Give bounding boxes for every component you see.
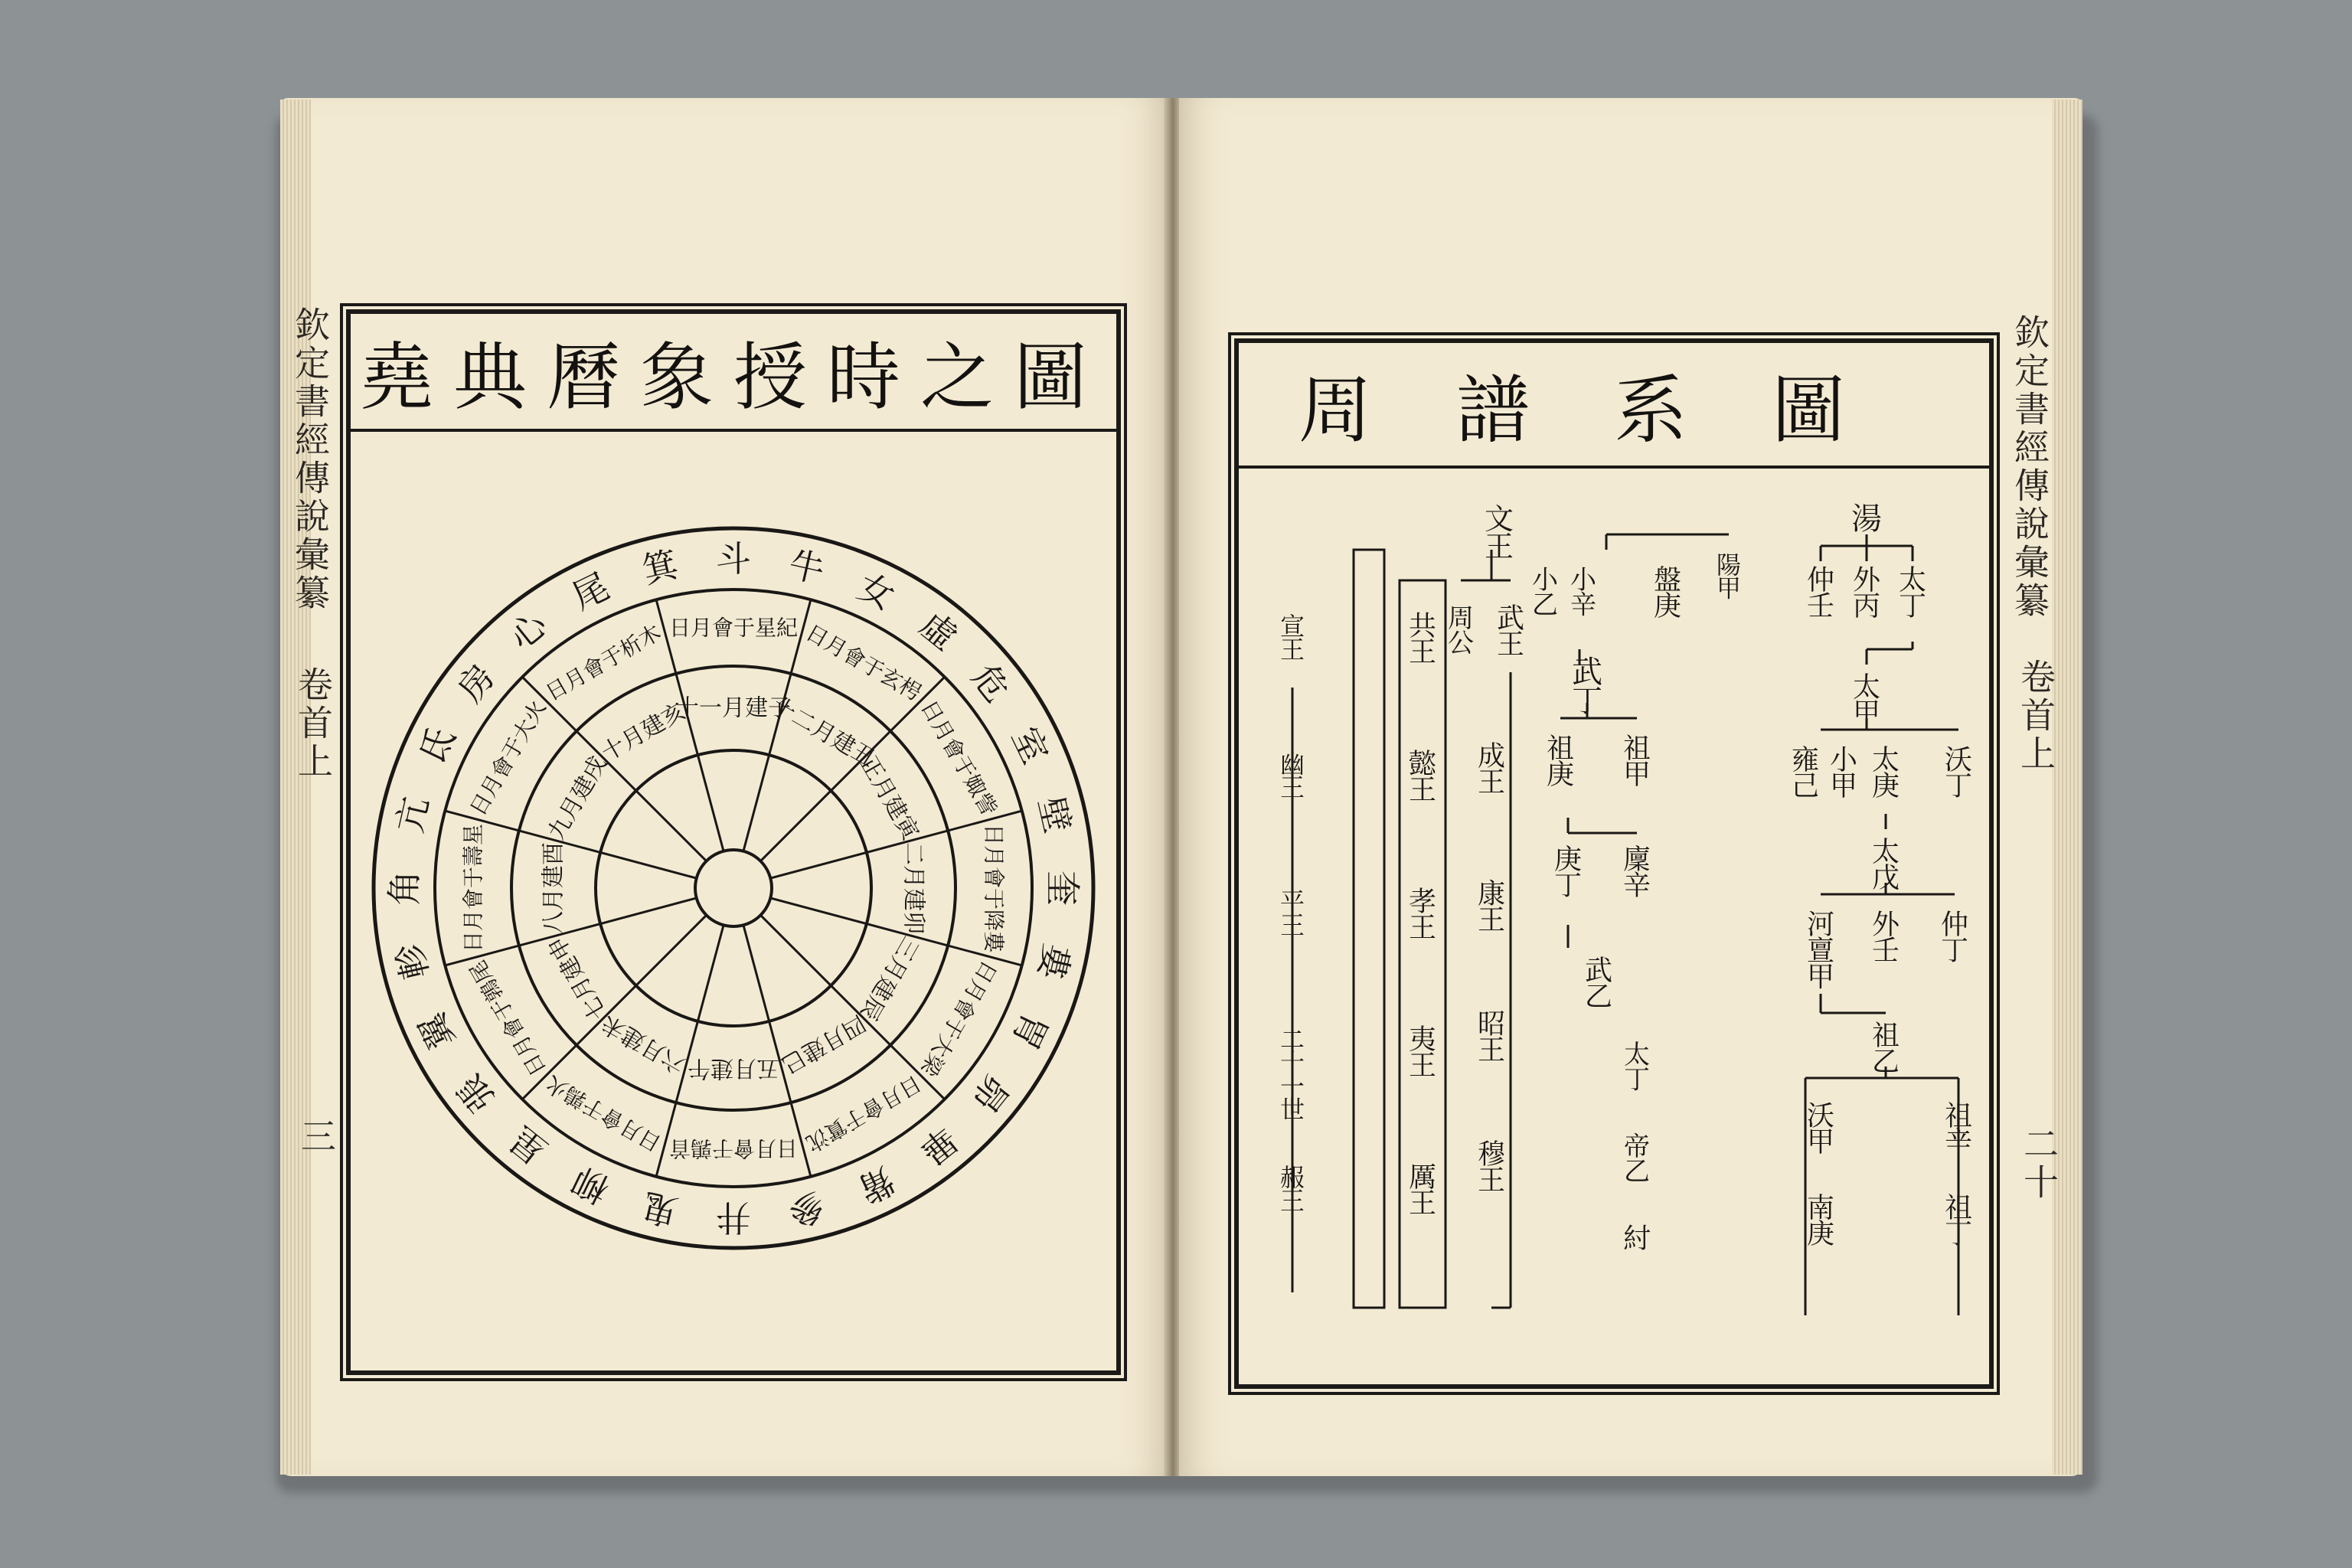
- wheel-conjunction: 日月會于玄枵: [801, 619, 926, 706]
- node-zhou-late: 王: [1279, 635, 1305, 665]
- wheel-star-mansion: 室: [1004, 720, 1057, 770]
- node-zhou-mid: 夷: [1408, 1024, 1437, 1056]
- wheel-star-mansion: 斗: [716, 538, 751, 580]
- wheel-month: 八月建酉: [540, 842, 567, 934]
- wheel-conjunction: 日月會于娵訾: [916, 695, 1002, 821]
- wheel-star-mansion: 觜: [851, 1158, 902, 1211]
- right-margin-title: 欽定書經傳說彙纂: [2009, 314, 2050, 620]
- node-lin-xin: 辛: [1622, 870, 1651, 902]
- node-xiao-yi: 乙: [1532, 590, 1558, 621]
- wheel-star-mansion: 牛: [785, 543, 829, 592]
- node-zhong-ren: 壬: [1806, 590, 1835, 622]
- node-zhao-wang: 王: [1477, 1034, 1506, 1067]
- node-xiao-jia: 小: [1829, 744, 1858, 776]
- node-zhou-late: 王: [1279, 1186, 1305, 1216]
- node-xiao-yi: 小: [1532, 565, 1558, 596]
- node-zhou-mid: 王: [1408, 1187, 1437, 1220]
- node-wu-wang: 王: [1496, 629, 1525, 661]
- node-yang-jia: 陽: [1716, 550, 1742, 580]
- node-zhong-ding: 丁: [1940, 935, 1969, 967]
- node-tai-ding: 丁: [1898, 590, 1927, 622]
- wheel-star-mansion: 危: [963, 656, 1018, 710]
- node-zu-jia: 祖: [1622, 733, 1651, 765]
- node-yang-jia: 甲: [1716, 573, 1742, 603]
- left-page-number: 三: [296, 1118, 337, 1156]
- node-he-dan-jia: 甲: [1806, 961, 1835, 993]
- wheel-star-mansion: 壁: [1030, 792, 1079, 837]
- wheel-conjunction: 日月會于星紀: [668, 615, 799, 641]
- wheel-conjunction: 日月會于鶉火: [541, 1070, 666, 1157]
- node-zhou-king: 紂: [1622, 1223, 1651, 1255]
- node-kang-wang: 王: [1477, 904, 1506, 936]
- node-zhou-late: 幽: [1279, 750, 1305, 779]
- node-zhou-late: 二: [1279, 1025, 1305, 1054]
- node-xiao-xin: 辛: [1570, 590, 1596, 621]
- node-zhou-late: 赧: [1279, 1163, 1305, 1192]
- node-zhou-mid: 王: [1408, 774, 1437, 806]
- wheel-month: 九月建戌: [543, 751, 612, 845]
- node-tai-geng: 庚: [1871, 770, 1900, 802]
- node-zhou-late: 十: [1279, 1048, 1305, 1078]
- wheel-star-mansion: 箕: [638, 543, 682, 592]
- node-zhou-late: 宣: [1279, 612, 1305, 641]
- node-wo-ding: 沃: [1944, 744, 1973, 776]
- left-margin-title: 欽定書經傳說彙纂: [289, 306, 331, 612]
- node-nan-geng: 南: [1806, 1192, 1835, 1224]
- node-zhou-gong: 公: [1448, 628, 1474, 659]
- node-zhou-late: 王: [1279, 910, 1305, 940]
- node-xiao-xin: 小: [1570, 565, 1596, 596]
- node-yong-ji: 雍: [1791, 744, 1820, 776]
- wheel-month: 十二月建丑: [766, 691, 880, 773]
- node-zu-ding: 祖: [1944, 1192, 1973, 1224]
- node-tai-ding-2: 丁: [1624, 1064, 1650, 1096]
- node-geng-ding: 丁: [1553, 870, 1583, 902]
- node-kang-wang: 康: [1477, 878, 1506, 910]
- node-cheng-wang: 王: [1477, 766, 1506, 799]
- wheel-month: 三月建辰: [854, 931, 924, 1025]
- node-zhou-mid: 孝: [1408, 886, 1437, 918]
- wheel-star-mansion: 房: [449, 656, 504, 710]
- wheel-star-mansion: 虛: [912, 603, 965, 658]
- wheel-star-mansion: 鬼: [638, 1184, 682, 1233]
- node-zhong-ding: 仲: [1940, 909, 1969, 941]
- wheel-conjunction: 日月會于大梁: [916, 956, 1002, 1081]
- node-wai-ren: 外: [1871, 909, 1900, 941]
- wheel-month: 四月建巳: [776, 1009, 871, 1079]
- tree-box: [1354, 550, 1384, 1308]
- node-zhou-mid: 王: [1408, 636, 1437, 668]
- wheel-month: 七月建申: [543, 931, 612, 1025]
- node-tai-ding-2: 太: [1624, 1040, 1650, 1070]
- wheel-conjunction: 日月會于實沈: [801, 1070, 926, 1157]
- wheel-conjunction: 日月會于鶉首: [668, 1135, 799, 1161]
- node-zu-ding: 丁: [1944, 1218, 1973, 1250]
- node-zhao-wang: 昭: [1477, 1008, 1506, 1040]
- genealogy-chart: [1239, 466, 1989, 1377]
- node-wen-wang: 文: [1484, 502, 1514, 536]
- wheel-month: 十月建亥: [596, 697, 691, 767]
- node-wu-ding: 丁: [1572, 684, 1602, 719]
- wheel-star-mansion: 星: [501, 1118, 555, 1173]
- node-mu-wang: 穆: [1477, 1138, 1506, 1171]
- wheel-month: 正月建寅: [854, 751, 924, 845]
- wheel-star-mansion: 參: [785, 1184, 829, 1233]
- node-wu-ding: 武: [1572, 655, 1602, 690]
- node-geng-ding: 庚: [1553, 844, 1583, 876]
- wheel-conjunction: 日月會于降婁: [981, 823, 1007, 953]
- node-zu-yi: 乙: [1871, 1046, 1900, 1078]
- wheel-conjunction: 日月會于大火: [465, 695, 551, 821]
- wheel-star-mansion: 女: [851, 565, 902, 618]
- wheel-star-mansion: 氐: [410, 720, 463, 770]
- wheel-star-mansion: 婁: [1030, 939, 1079, 984]
- node-zu-yi: 祖: [1871, 1020, 1900, 1052]
- wheel-star-mansion: 井: [716, 1197, 751, 1238]
- wheel-month: 六月建未: [596, 1009, 691, 1079]
- left-title-bar: [351, 314, 1116, 432]
- node-zhou-mid: 厲: [1408, 1161, 1437, 1194]
- node-zhou-late: 世: [1279, 1095, 1305, 1125]
- right-page-number: 二十: [2018, 1125, 2060, 1202]
- wheel-star-mansion: 軫: [388, 939, 437, 984]
- node-wu-yi: 乙: [1584, 981, 1613, 1013]
- node-wai-ren: 壬: [1871, 935, 1900, 967]
- node-pan-geng: 盤: [1653, 564, 1682, 596]
- node-wen-wang: 王: [1484, 530, 1514, 564]
- right-title: 周譜系圖: [1298, 367, 1929, 453]
- node-wu-wang: 武: [1496, 603, 1525, 635]
- node-zu-xin: 辛: [1944, 1126, 1973, 1158]
- node-zu-xin: 祖: [1944, 1100, 1973, 1132]
- node-wo-jia: 甲: [1806, 1126, 1835, 1158]
- node-lin-xin: 廩: [1622, 844, 1651, 876]
- node-mu-wang: 王: [1477, 1165, 1506, 1197]
- wheel-star-mansion: 昴: [963, 1067, 1018, 1120]
- node-zhou-mid: 懿: [1408, 748, 1437, 780]
- node-wo-ding: 丁: [1944, 770, 1973, 802]
- node-zu-jia: 甲: [1622, 759, 1651, 791]
- node-cheng-wang: 成: [1477, 740, 1506, 773]
- node-wu-yi: 武: [1584, 955, 1613, 987]
- node-tai-geng: 太: [1871, 744, 1900, 776]
- right-margin-sub: 卷首上: [2015, 658, 2056, 773]
- node-tai-ding: 太: [1898, 564, 1927, 596]
- node-tang: 湯: [1851, 501, 1882, 537]
- node-he-dan-jia: 亶: [1806, 935, 1835, 967]
- wheel-conjunction: 日月會于鶉尾: [465, 956, 551, 1081]
- node-he-dan-jia: 河: [1806, 909, 1835, 941]
- node-xiao-jia: 甲: [1829, 770, 1858, 802]
- node-wo-jia: 沃: [1806, 1100, 1835, 1132]
- wheel-month: 十一月建子: [676, 694, 791, 722]
- wheel-conjunction: 日月會于析木: [541, 619, 666, 706]
- wheel-month: 五月建午: [688, 1054, 779, 1082]
- wheel-star-mansion: 亢: [388, 792, 437, 837]
- node-nan-geng: 庚: [1806, 1218, 1835, 1250]
- wheel-month: 二月建卯: [900, 842, 927, 934]
- node-zu-geng: 庚: [1546, 759, 1575, 791]
- left-title: 堯典曆象授時之圖: [360, 334, 1107, 420]
- node-pan-geng: 庚: [1653, 590, 1682, 622]
- node-yong-ji: 己: [1791, 770, 1820, 802]
- wheel-conjunction: 日月會于壽星: [460, 823, 486, 953]
- wheel-star-mansion: 張: [449, 1067, 504, 1120]
- wheel-star-mansion: 翼: [410, 1006, 463, 1057]
- node-zhou-mid: 共: [1408, 610, 1437, 642]
- node-wai-bing: 丙: [1852, 590, 1881, 622]
- node-zu-geng: 祖: [1546, 733, 1575, 765]
- wheel-star-mansion: 尾: [565, 565, 616, 618]
- node-tai-jia: 甲: [1852, 697, 1881, 730]
- node-zhou-mid: 王: [1408, 1050, 1437, 1082]
- node-zhou-late: 一: [1279, 1071, 1305, 1101]
- node-tai-wu: 太: [1871, 836, 1900, 868]
- node-wai-bing: 外: [1852, 564, 1881, 596]
- wheel-star-mansion: 心: [501, 603, 555, 658]
- wheel-star-mansion: 畢: [912, 1118, 965, 1173]
- node-zhou-late: 王: [1279, 773, 1305, 802]
- node-tai-jia: 太: [1852, 671, 1881, 704]
- node-zhou-mid: 王: [1408, 912, 1437, 944]
- right-title-bar: [1239, 343, 1989, 469]
- right-page-edge: [2052, 100, 2082, 1475]
- node-zhong-ren: 仲: [1806, 564, 1835, 596]
- node-di-yi: 帝: [1624, 1132, 1650, 1162]
- left-margin-sub: 卷首上: [292, 666, 334, 781]
- wheel-ring: [695, 850, 772, 926]
- wheel-star-mansion: 柳: [565, 1158, 616, 1211]
- node-zhou-late: 平: [1279, 887, 1305, 916]
- calendar-wheel: [351, 429, 1116, 1263]
- wheel-star-mansion: 角: [384, 871, 425, 906]
- wheel-star-mansion: 奎: [1042, 871, 1083, 906]
- node-di-yi: 乙: [1624, 1156, 1650, 1187]
- node-zhou-gong: 周: [1448, 603, 1474, 634]
- node-tai-wu: 戊: [1871, 862, 1900, 894]
- wheel-star-mansion: 胃: [1004, 1006, 1057, 1057]
